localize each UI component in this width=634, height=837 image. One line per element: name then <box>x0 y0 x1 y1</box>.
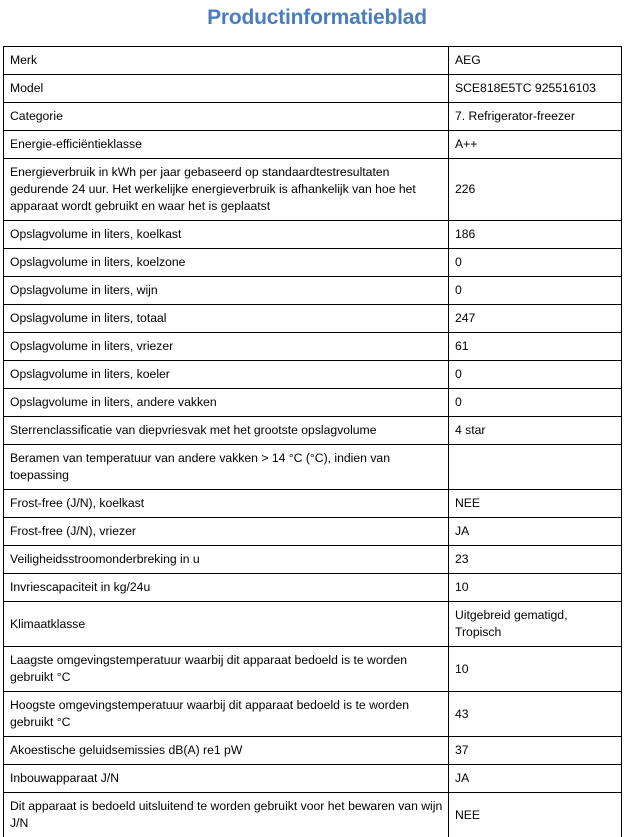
spec-value-cell: 226 <box>449 159 622 221</box>
spec-value-cell: SCE818E5TC 925516103 <box>449 75 622 103</box>
table-row <box>4 417 622 445</box>
table-row <box>4 249 622 277</box>
table-row <box>4 490 622 518</box>
table-row <box>4 793 622 837</box>
table-row <box>4 518 622 546</box>
spec-value-cell: 247 <box>449 305 622 333</box>
spec-label-cell: Opslagvolume in liters, andere vakken <box>4 389 449 417</box>
spec-label-cell: Dit apparaat is bedoeld uitsluitend te worden gebruikt voor het bewaren van wijn J/N <box>4 793 449 837</box>
table-row <box>4 445 622 490</box>
page-title: Productinformatieblad <box>0 0 634 32</box>
table-row <box>4 277 622 305</box>
table-row <box>4 47 622 75</box>
spec-label-cell: Model <box>4 75 449 103</box>
table-row <box>4 305 622 333</box>
spec-label-cell: Sterrenclassificatie van diepvriesvak met het grootste opslagvolume <box>4 417 449 445</box>
table-row <box>4 159 622 221</box>
table-row <box>4 692 622 737</box>
spec-value-cell: 43 <box>449 692 622 737</box>
spec-table-body <box>4 47 622 837</box>
spec-value-cell: A++ <box>449 131 622 159</box>
spec-label-cell: Laagste omgevingstemperatuur waarbij dit apparaat bedoeld is te worden gebruikt °C <box>4 647 449 692</box>
spec-value-cell: NEE <box>449 793 622 837</box>
spec-label-cell: Categorie <box>4 103 449 131</box>
spec-label-cell: Akoestische geluidsemissies dB(A) re1 pW <box>4 737 449 765</box>
spec-label-cell: Hoogste omgevingstemperatuur waarbij dit apparaat bedoeld is te worden gebruikt °C <box>4 692 449 737</box>
table-row <box>4 131 622 159</box>
spec-label-cell: Klimaatklasse <box>4 602 449 647</box>
table-row <box>4 361 622 389</box>
table-row <box>4 389 622 417</box>
spec-value-cell: 4 star <box>449 417 622 445</box>
spec-value-cell: Uitgebreid gematigd, Tropisch <box>449 602 622 647</box>
spec-label-cell: Merk <box>4 47 449 75</box>
spec-label-cell: Opslagvolume in liters, vriezer <box>4 333 449 361</box>
table-row <box>4 574 622 602</box>
spec-value-cell: 186 <box>449 221 622 249</box>
spec-label-cell: Veiligheidsstroomonderbreking in u <box>4 546 449 574</box>
table-row <box>4 221 622 249</box>
spec-label-cell: Frost-free (J/N), koelkast <box>4 490 449 518</box>
spec-value-cell: NEE <box>449 490 622 518</box>
spec-value-cell: 0 <box>449 389 622 417</box>
spec-value-cell: 61 <box>449 333 622 361</box>
spec-label-cell: Energieverbruik in kWh per jaar gebaseerd op standaardtestresultaten gedurende 24 uur. Het werkelijke energieverbruik is afhankelijk van hoe het apparaat wordt gebruikt en waar het is geplaatst <box>4 159 449 221</box>
spec-label-cell: Energie-efficiëntieklasse <box>4 131 449 159</box>
table-row <box>4 765 622 793</box>
product-spec-table <box>3 46 622 837</box>
spec-label-cell: Opslagvolume in liters, koelkast <box>4 221 449 249</box>
spec-value-cell: 10 <box>449 647 622 692</box>
spec-label-cell: Opslagvolume in liters, totaal <box>4 305 449 333</box>
spec-value-cell: 23 <box>449 546 622 574</box>
spec-label-cell: Opslagvolume in liters, wijn <box>4 277 449 305</box>
table-row <box>4 737 622 765</box>
spec-value-cell: JA <box>449 518 622 546</box>
table-row <box>4 546 622 574</box>
spec-value-cell: 37 <box>449 737 622 765</box>
spec-value-cell: JA <box>449 765 622 793</box>
spec-value-cell: AEG <box>449 47 622 75</box>
table-row <box>4 647 622 692</box>
spec-value-cell: 0 <box>449 277 622 305</box>
spec-label-cell: Invriescapaciteit in kg/24u <box>4 574 449 602</box>
spec-label-cell: Beramen van temperatuur van andere vakken > 14 °C (°C), indien van toepassing <box>4 445 449 490</box>
spec-label-cell: Frost-free (J/N), vriezer <box>4 518 449 546</box>
spec-value-cell <box>449 445 622 490</box>
table-row <box>4 602 622 647</box>
table-row <box>4 333 622 361</box>
spec-label-cell: Inbouwapparaat J/N <box>4 765 449 793</box>
spec-label-cell: Opslagvolume in liters, koelzone <box>4 249 449 277</box>
spec-value-cell: 7. Refrigerator-freezer <box>449 103 622 131</box>
spec-value-cell: 10 <box>449 574 622 602</box>
table-row <box>4 75 622 103</box>
spec-value-cell: 0 <box>449 361 622 389</box>
table-row <box>4 103 622 131</box>
spec-label-cell: Opslagvolume in liters, koeler <box>4 361 449 389</box>
spec-value-cell: 0 <box>449 249 622 277</box>
